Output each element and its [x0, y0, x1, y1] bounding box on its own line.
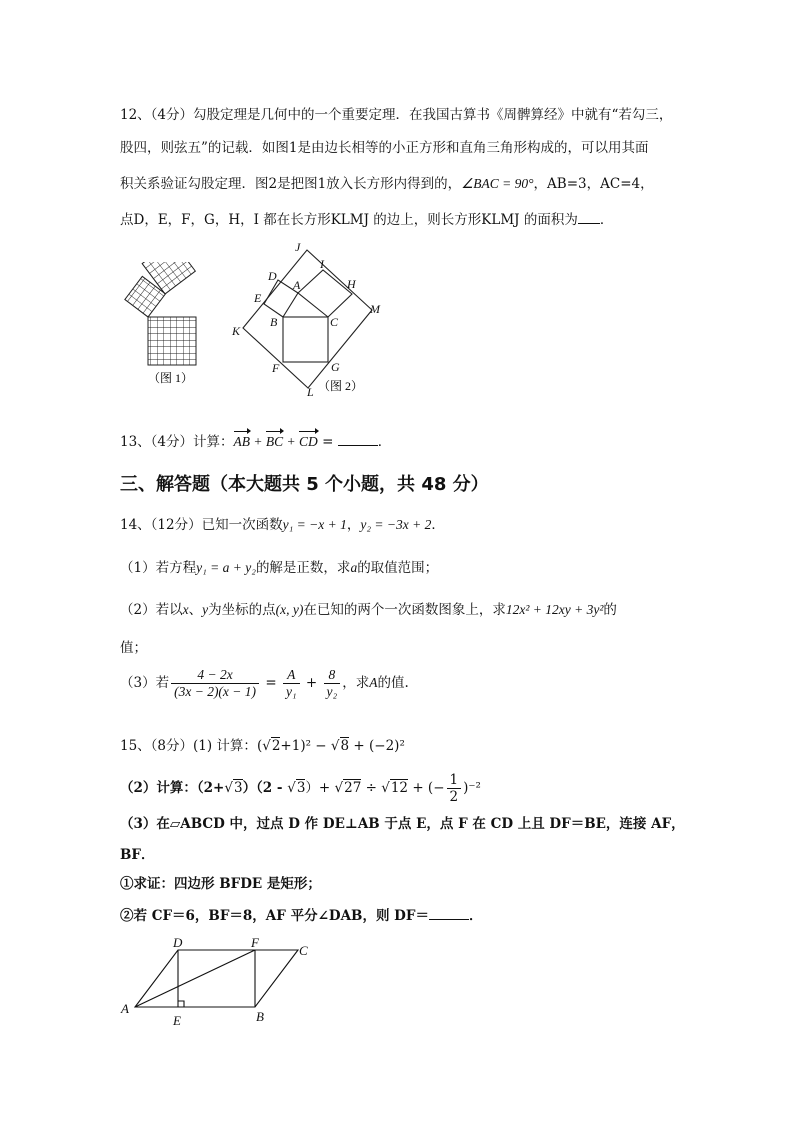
label-c: C: [330, 315, 339, 329]
q14-p2-b: 为坐标的点: [208, 602, 276, 618]
q15-p2-e: + (−: [408, 780, 445, 796]
q14-p3-fraction-1: [171, 667, 259, 700]
q12-line-3-end: ，AB=3，AC=4，: [533, 176, 654, 192]
q14-p2-y: y: [202, 602, 209, 617]
label-l: L: [307, 385, 314, 398]
q15-item-1: ①求证：四边形 BFDE 是矩形；: [120, 876, 321, 892]
q12-line-1: 12、（4分）勾股定理是几何中的一个重要定理．在我国古算书《周髀算经》中就有“若勾三，: [120, 107, 673, 123]
q15-e1-b: +1)² −: [280, 738, 331, 754]
q14-p3-plus: +: [301, 675, 322, 691]
label-pc: C: [299, 943, 308, 958]
q13-answer-blank: [338, 433, 378, 446]
right-angle-mark: [178, 1001, 184, 1007]
q14-sep: ，: [346, 517, 361, 533]
fig1-hypotenuse-square: [148, 317, 196, 365]
q14-p2-c: 在已知的两个一次函数图象上，求: [303, 602, 506, 618]
rectangle-klmj: [243, 250, 372, 388]
q14-func-1: y₁ = −x + 1: [282, 517, 347, 532]
q13-line: [120, 430, 391, 450]
q14-p2-sep: 、: [188, 602, 203, 618]
label-pf: F: [251, 935, 259, 950]
q12-line-3-text: 积关系验证勾股定理．图2是把图1放入长方形内得到的，: [120, 176, 462, 192]
label-m: M: [370, 302, 380, 316]
q15-e1-radicand-1: 2: [271, 738, 281, 754]
q15-e1-a: (: [256, 738, 263, 754]
q14-line-1-end: ．: [431, 517, 445, 533]
q15-item-2-end: ．: [468, 908, 483, 924]
q15-p2-frac-den: 2: [449, 789, 459, 805]
label-pb: B: [256, 1009, 264, 1024]
q14-part-2: [120, 598, 617, 618]
vector-bc: BC: [265, 434, 284, 449]
q15-p2-c: ）+: [305, 780, 335, 796]
q12-line-4-end: ．: [599, 212, 614, 228]
q14-line-1: [120, 513, 445, 533]
q12-line-4-text: 点D，E，F，G，H，I 都在长方形KLMJ 的边上，则长方形KLMJ 的面积为: [120, 212, 578, 228]
q12-line-2: 股四，则弦五”的记载．如图1是由边长相等的小正方形和直角三角形构成的，可以用其面: [120, 140, 649, 156]
label-a: A: [293, 278, 301, 292]
q15-p2-fraction: [447, 772, 462, 805]
q14-part-3: [120, 667, 409, 700]
q15-p2-b: ）（2 -: [242, 780, 288, 796]
q14-p3-a: （3）若: [120, 675, 170, 691]
q15-intro: 15、（8分）(1) 计算：: [120, 738, 257, 754]
q13-equals: =: [317, 434, 338, 450]
label-g: G: [331, 360, 340, 374]
q14-p1-c: 的取值范围；: [357, 560, 439, 576]
q14-p3-den-2: y₁: [285, 684, 297, 699]
label-j: J: [295, 240, 301, 254]
q14-p3-num-2: A: [283, 667, 300, 684]
q15-item-2: [120, 904, 482, 924]
q14-p3-den-3: y₂: [326, 684, 338, 699]
fig2-caption: （图 2）: [318, 379, 364, 393]
q15-item-2-text: ②若 CF＝6，BF＝8，AF 平分∠DAB，则 DF＝: [120, 908, 429, 924]
q12-line-4: [120, 208, 613, 228]
square-bcgf: [283, 317, 328, 362]
q14-p3-fraction-3: [324, 667, 341, 700]
q14-intro: 14、（12分）已知一次函数: [120, 517, 283, 533]
q14-p2-d: 的: [603, 602, 617, 618]
q14-p1-equation: y₁ = a + y₂: [196, 560, 256, 575]
q14-p3-A: A: [369, 675, 378, 690]
q14-part-1: [120, 556, 438, 576]
q14-p3-eq: =: [261, 675, 281, 691]
label-d: D: [268, 269, 277, 283]
q15-part-3: （3）在▱ABCD 中，过点 D 作 DE⊥AB 于点 E，点 F 在 CD 上且 DF＝BE，连接 AF，: [120, 816, 685, 832]
q14-p2-a: （2）若以: [120, 602, 183, 618]
q13-end: ．: [377, 434, 392, 450]
q14-p3-c: 的值.: [377, 675, 409, 691]
parallelogram-figure: [115, 935, 325, 1030]
q14-p2-expression: 12x² + 12xy + 3y²: [505, 602, 604, 617]
angle-bac: ∠BAC = 90°: [461, 176, 534, 191]
q14-p2-point: (x, y): [275, 602, 304, 617]
q14-p3-fraction-2: [283, 667, 300, 700]
q15-p2-frac-num: 1: [447, 772, 462, 789]
figure-2: [228, 238, 398, 398]
q15-answer-blank: [429, 907, 469, 920]
label-f: F: [272, 361, 280, 375]
section-3-heading: 三、解答题（本大题共 5 个小题，共 48 分）: [120, 474, 489, 495]
q15-p2-r3: 27: [344, 780, 362, 796]
q13-prefix: 13、（4分）计算：: [120, 434, 234, 450]
label-b: B: [270, 315, 278, 329]
q14-p3-num-3: 8: [324, 667, 341, 684]
q14-func-2: y₂ = −3x + 2: [360, 517, 432, 532]
square-acih: [298, 270, 352, 317]
q13-plus-2: +: [283, 434, 300, 449]
q14-p3-num-1: 4 − 2x: [171, 667, 259, 684]
label-pe: E: [173, 1013, 181, 1028]
q14-p2-x: x: [182, 602, 189, 617]
q15-p2-r2: 3: [296, 780, 306, 796]
q14-part-2-cont: 值；: [120, 640, 147, 656]
label-pa: A: [121, 1001, 129, 1016]
segment-af: [135, 950, 255, 1007]
vector-cd: CD: [299, 434, 318, 449]
q15-p2-r1: 3: [233, 780, 243, 796]
q12-answer-blank: [578, 211, 600, 224]
parallelogram-abcd: [135, 950, 298, 1007]
q14-p1-a: （1）若方程: [120, 560, 197, 576]
q15-p2-d: ÷: [361, 780, 382, 796]
q13-plus-1: +: [250, 434, 266, 449]
q15-part-3-cont: BF．: [120, 847, 155, 863]
q15-p2-r4: 12: [390, 780, 409, 796]
q14-p3-den-1: (3x − 2)(x − 1): [174, 684, 257, 699]
figure-1: [118, 262, 228, 390]
label-i: I: [320, 257, 324, 271]
q15-p2-f: )⁻²: [463, 780, 481, 796]
label-h: H: [347, 277, 356, 291]
q15-line-1: 15、（8分）(1) 计算：(√2+1)² − √8 + (−2)²: [120, 738, 405, 754]
q14-p1-var: a: [350, 560, 358, 575]
label-e: E: [254, 291, 262, 305]
q15-e1-c: + (−2)²: [349, 738, 405, 754]
label-pd: D: [173, 935, 183, 950]
q14-p1-b: 的解是正数，求: [255, 560, 351, 576]
vector-ab: AB: [233, 434, 251, 449]
q15-part-2: （2）计算：（2+√3）（2 - √3）+ √27 ÷ √12 + (− $\frac{1}{2}$ )⁻²: [120, 772, 481, 805]
q15-e1-radicand-2: 8: [340, 738, 350, 754]
q15-p2-a: （2）计算：（2+: [120, 780, 225, 796]
q14-p3-b: ，求: [342, 675, 370, 691]
q12-line-3: [120, 172, 654, 192]
label-k: K: [232, 324, 241, 338]
fig1-caption: （图 1）: [148, 371, 194, 385]
triangle-abc: [283, 293, 328, 317]
